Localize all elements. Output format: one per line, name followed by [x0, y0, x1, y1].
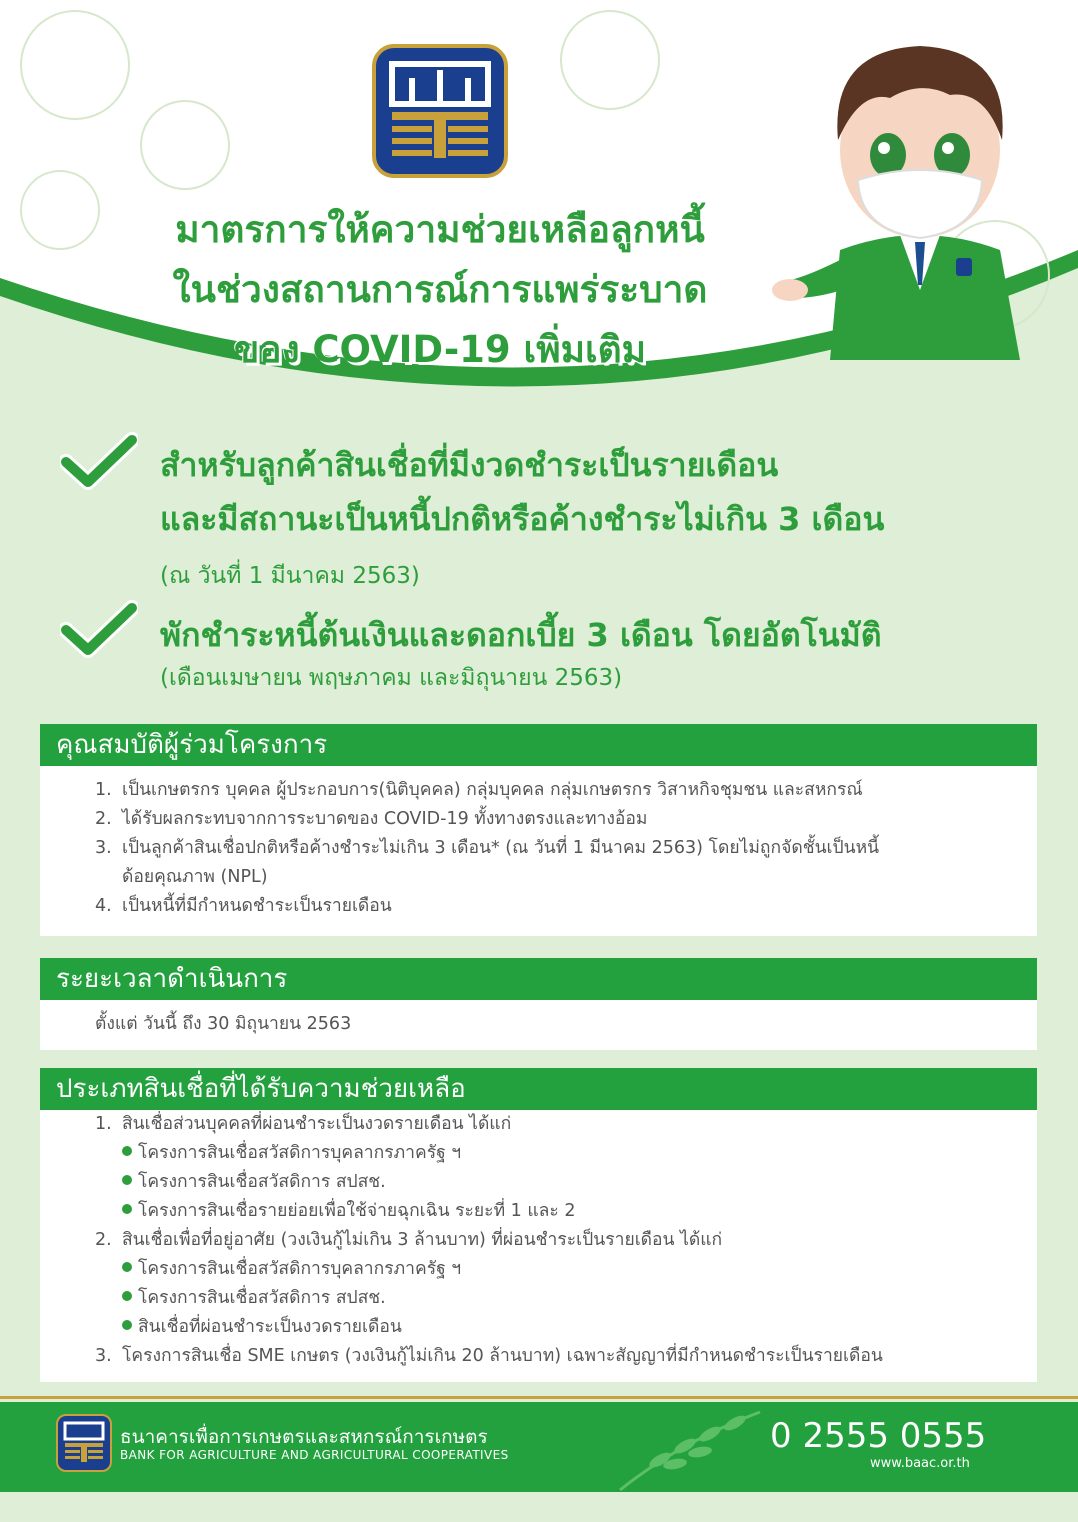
list-item-continuation [95, 863, 1037, 892]
title-line: ในช่วงสถานการณ์การแพร่ระบาด [172, 268, 708, 311]
bullet-item [95, 1168, 1037, 1197]
qualifications-list [40, 766, 1037, 921]
list-item [95, 1110, 1037, 1139]
bullet-icon [122, 1175, 132, 1185]
bullet-text: โครงการสินเชื่อสวัสดิการ สปสช. [138, 1288, 386, 1308]
qualifications-section [40, 724, 1037, 936]
list-item [95, 892, 1037, 921]
title-line: มาตรการให้ความช่วยเหลือลูกหนี้ [175, 208, 705, 251]
bullet-icon [122, 1291, 132, 1301]
footer-divider [0, 1396, 1078, 1399]
period-section [40, 958, 1037, 1050]
virus-decoration-icon [560, 10, 660, 110]
bullet-text: โครงการสินเชื่อสวัสดิการ สปสช. [138, 1172, 386, 1192]
bullet-icon [122, 1320, 132, 1330]
bank-name-thai: ธนาคารเพื่อการเกษตรและสหกรณ์การเกษตร [120, 1426, 488, 1448]
page-title [40, 200, 840, 380]
item-number: 3. [95, 838, 112, 858]
footer-logo [56, 1414, 112, 1472]
bank-name-english: BANK FOR AGRICULTURE AND AGRICULTURAL COOPERATIVES [120, 1448, 509, 1462]
item-number: 4. [95, 896, 112, 916]
footer [0, 1402, 1078, 1492]
bullet-icon [122, 1262, 132, 1272]
virus-decoration-icon [140, 100, 230, 190]
bullet-text: สินเชื่อที่ผ่อนชำระเป็นงวดรายเดือน [138, 1317, 402, 1337]
loan-types-section [40, 1068, 1037, 1382]
loan-types-list [40, 1110, 1037, 1371]
list-item [95, 1226, 1037, 1255]
item-text: โครงการสินเชื่อ SME เกษตร (วงเงินกู้ไม่เกิน 20 ล้านบาท) เฉพาะสัญญาที่มีกำหนดชำระเป็นรายเดือน [122, 1346, 883, 1366]
bullet-icon [122, 1204, 132, 1214]
item-number: 2. [95, 1230, 112, 1250]
bullet-item [95, 1284, 1037, 1313]
virus-decoration-icon [20, 10, 130, 120]
item-number: 1. [95, 780, 112, 800]
bullet-text: โครงการสินเชื่อรายย่อยเพื่อใช้จ่ายฉุกเฉิน ระยะที่ 1 และ 2 [138, 1201, 576, 1221]
baac-logo [372, 44, 508, 178]
item-text: เป็นหนี้ที่มีกำหนดชำระเป็นรายเดือน [122, 896, 392, 916]
check-item [60, 600, 1040, 700]
checkmark-icon [60, 600, 138, 660]
item-text: เป็นลูกค้าสินเชื่อปกติหรือค้างชำระไม่เกิน 3 เดือน* (ณ วันที่ 1 มีนาคม 2563) โดยไม่ถูกจัดชั้นเป็นหนี้ [122, 838, 880, 858]
item-text: สินเชื่อเพื่อที่อยู่อาศัย (วงเงินกู้ไม่เกิน 3 ล้านบาท) ที่ผ่อนชำระเป็นรายเดือน ได้แก่ [122, 1230, 723, 1250]
bullet-text: โครงการสินเชื่อสวัสดิการบุคลากรภาครัฐ ฯ [138, 1143, 462, 1163]
item-number: 1. [95, 1114, 112, 1134]
bullet-text: โครงการสินเชื่อสวัสดิการบุคลากรภาครัฐ ฯ [138, 1259, 462, 1279]
phone-number[interactable]: 0 2555 0555 [770, 1416, 987, 1456]
section-heading: ประเภทสินเชื่อที่ได้รับความช่วยเหลือ [40, 1068, 1037, 1110]
check-text: พักชำระหนี้ต้นเงินและดอกเบี้ย 3 เดือน โดยอัตโนมัติ [160, 616, 882, 654]
title-line: ของ COVID-19 เพิ่มเติม [233, 328, 647, 371]
bullet-item [95, 1313, 1037, 1342]
item-text: ด้อยคุณภาพ (NPL) [122, 867, 268, 887]
check-text: สำหรับลูกค้าสินเชื่อที่มีงวดชำระเป็นรายเดือน [160, 446, 779, 484]
check-text: และมีสถานะเป็นหนี้ปกติหรือค้างชำระไม่เกิน 3 เดือน [160, 500, 885, 538]
item-number: 2. [95, 809, 112, 829]
item-text: เป็นเกษตรกร บุคคล ผู้ประกอบการ(นิติบุคคล) กลุ่มบุคคล กลุ่มเกษตรกร วิสาหกิจชุมชน และสหกรณ์ [122, 780, 863, 800]
bullet-item [95, 1255, 1037, 1284]
rice-stalk-icon [600, 1402, 770, 1492]
list-item [95, 1342, 1037, 1371]
list-item [95, 776, 1037, 805]
bullet-item [95, 1197, 1037, 1226]
period-text: ตั้งแต่ วันนี้ ถึง 30 มิถุนายน 2563 [95, 1014, 352, 1034]
checkmark-icon [60, 432, 138, 492]
list-item [95, 805, 1037, 834]
website-link[interactable]: www.baac.or.th [870, 1456, 970, 1471]
check-item [60, 432, 1040, 589]
mascot-illustration [770, 20, 1070, 360]
section-heading: คุณสมบัติผู้ร่วมโครงการ [40, 724, 1037, 766]
check-subtext: (ณ วันที่ 1 มีนาคม 2563) [160, 563, 420, 589]
item-text: สินเชื่อส่วนบุคคลที่ผ่อนชำระเป็นงวดรายเดือน ได้แก่ [122, 1114, 512, 1134]
item-text: ได้รับผลกระทบจากการระบาดของ COVID-19 ทั้งทางตรงและทางอ้อม [122, 809, 648, 829]
item-number: 3. [95, 1346, 112, 1366]
bullet-item [95, 1139, 1037, 1168]
list-item [95, 834, 1037, 863]
bullet-icon [122, 1146, 132, 1156]
check-subtext: (เดือนเมษายน พฤษภาคม และมิถุนายน 2563) [160, 665, 623, 691]
section-heading: ระยะเวลาดำเนินการ [40, 958, 1037, 1000]
